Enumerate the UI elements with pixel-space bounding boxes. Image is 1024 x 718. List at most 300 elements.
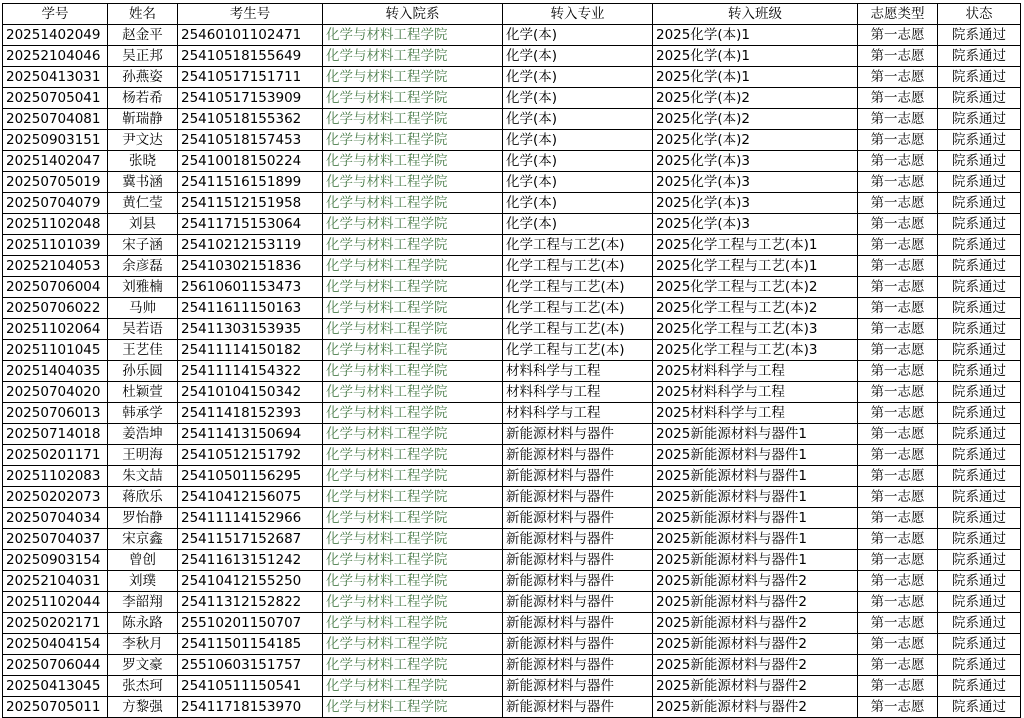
table-row bbox=[3, 193, 1021, 214]
cell-department: 化学与材料工程学院 bbox=[323, 319, 503, 340]
cell-class: 2025化学(本)1 bbox=[653, 46, 858, 67]
cell-exam-id: 25410518155362 bbox=[178, 109, 323, 130]
cell-student-id: 20252104053 bbox=[3, 256, 108, 277]
cell-wish-type: 第一志愿 bbox=[858, 424, 938, 445]
cell-class: 2025化学工程与工艺(本)1 bbox=[653, 235, 858, 256]
cell-department: 化学与材料工程学院 bbox=[323, 67, 503, 88]
cell-name: 宋京鑫 bbox=[108, 529, 178, 550]
cell-class: 2025材料科学与工程 bbox=[653, 361, 858, 382]
cell-class: 2025化学工程与工艺(本)3 bbox=[653, 340, 858, 361]
cell-class: 2025化学(本)2 bbox=[653, 109, 858, 130]
cell-major: 化学工程与工艺(本) bbox=[503, 298, 653, 319]
cell-major: 材料科学与工程 bbox=[503, 361, 653, 382]
cell-name: 黄仁莹 bbox=[108, 193, 178, 214]
table-row bbox=[3, 214, 1021, 235]
cell-class: 2025化学工程与工艺(本)1 bbox=[653, 256, 858, 277]
cell-major: 化学(本) bbox=[503, 151, 653, 172]
cell-student-id: 20250704037 bbox=[3, 529, 108, 550]
cell-department: 化学与材料工程学院 bbox=[323, 571, 503, 592]
cell-exam-id: 25411516151899 bbox=[178, 172, 323, 193]
cell-wish-type: 第一志愿 bbox=[858, 214, 938, 235]
column-header-department: 转入院系 bbox=[323, 4, 503, 25]
table-row bbox=[3, 466, 1021, 487]
cell-exam-id: 25411114154322 bbox=[178, 361, 323, 382]
table-row bbox=[3, 151, 1021, 172]
table-row bbox=[3, 508, 1021, 529]
cell-department: 化学与材料工程学院 bbox=[323, 697, 503, 718]
cell-exam-id: 25410212153119 bbox=[178, 235, 323, 256]
cell-major: 新能源材料与器件 bbox=[503, 571, 653, 592]
cell-student-id: 20250704081 bbox=[3, 109, 108, 130]
cell-wish-type: 第一志愿 bbox=[858, 172, 938, 193]
cell-wish-type: 第一志愿 bbox=[858, 256, 938, 277]
cell-department: 化学与材料工程学院 bbox=[323, 424, 503, 445]
cell-status: 院系通过 bbox=[938, 613, 1021, 634]
cell-department: 化学与材料工程学院 bbox=[323, 298, 503, 319]
cell-wish-type: 第一志愿 bbox=[858, 382, 938, 403]
cell-wish-type: 第一志愿 bbox=[858, 676, 938, 697]
cell-wish-type: 第一志愿 bbox=[858, 319, 938, 340]
cell-exam-id: 25411611150163 bbox=[178, 298, 323, 319]
cell-status: 院系通过 bbox=[938, 256, 1021, 277]
cell-name: 韩承学 bbox=[108, 403, 178, 424]
cell-department: 化学与材料工程学院 bbox=[323, 109, 503, 130]
cell-student-id: 20250202171 bbox=[3, 613, 108, 634]
cell-class: 2025化学工程与工艺(本)2 bbox=[653, 277, 858, 298]
cell-department: 化学与材料工程学院 bbox=[323, 172, 503, 193]
cell-department: 化学与材料工程学院 bbox=[323, 508, 503, 529]
cell-exam-id: 25410302151836 bbox=[178, 256, 323, 277]
cell-department: 化学与材料工程学院 bbox=[323, 382, 503, 403]
cell-major: 材料科学与工程 bbox=[503, 382, 653, 403]
table-row bbox=[3, 424, 1021, 445]
cell-student-id: 20250705011 bbox=[3, 697, 108, 718]
cell-class: 2025新能源材料与器件2 bbox=[653, 676, 858, 697]
cell-name: 王明海 bbox=[108, 445, 178, 466]
cell-department: 化学与材料工程学院 bbox=[323, 214, 503, 235]
cell-major: 化学(本) bbox=[503, 193, 653, 214]
cell-student-id: 20250704034 bbox=[3, 508, 108, 529]
cell-name: 冀书涵 bbox=[108, 172, 178, 193]
cell-major: 化学(本) bbox=[503, 109, 653, 130]
cell-exam-id: 25510201150707 bbox=[178, 613, 323, 634]
cell-status: 院系通过 bbox=[938, 277, 1021, 298]
cell-class: 2025化学(本)3 bbox=[653, 214, 858, 235]
cell-class: 2025新能源材料与器件1 bbox=[653, 424, 858, 445]
cell-major: 新能源材料与器件 bbox=[503, 697, 653, 718]
cell-status: 院系通过 bbox=[938, 403, 1021, 424]
cell-status: 院系通过 bbox=[938, 235, 1021, 256]
cell-department: 化学与材料工程学院 bbox=[323, 235, 503, 256]
cell-major: 化学工程与工艺(本) bbox=[503, 340, 653, 361]
cell-wish-type: 第一志愿 bbox=[858, 613, 938, 634]
cell-class: 2025新能源材料与器件2 bbox=[653, 571, 858, 592]
cell-exam-id: 25411303153935 bbox=[178, 319, 323, 340]
cell-exam-id: 25410104150342 bbox=[178, 382, 323, 403]
cell-wish-type: 第一志愿 bbox=[858, 25, 938, 46]
cell-major: 新能源材料与器件 bbox=[503, 613, 653, 634]
cell-class: 2025新能源材料与器件1 bbox=[653, 466, 858, 487]
cell-exam-id: 25411418152393 bbox=[178, 403, 323, 424]
cell-student-id: 20250704079 bbox=[3, 193, 108, 214]
cell-exam-id: 25411114150182 bbox=[178, 340, 323, 361]
cell-exam-id: 25411718153970 bbox=[178, 697, 323, 718]
cell-student-id: 20250705019 bbox=[3, 172, 108, 193]
cell-status: 院系通过 bbox=[938, 655, 1021, 676]
cell-department: 化学与材料工程学院 bbox=[323, 487, 503, 508]
table-row bbox=[3, 655, 1021, 676]
cell-status: 院系通过 bbox=[938, 46, 1021, 67]
cell-student-id: 20251402047 bbox=[3, 151, 108, 172]
cell-student-id: 20251102048 bbox=[3, 214, 108, 235]
cell-name: 刘县 bbox=[108, 214, 178, 235]
cell-major: 新能源材料与器件 bbox=[503, 508, 653, 529]
cell-major: 新能源材料与器件 bbox=[503, 634, 653, 655]
cell-exam-id: 25411512151958 bbox=[178, 193, 323, 214]
cell-major: 化学(本) bbox=[503, 214, 653, 235]
table-row bbox=[3, 592, 1021, 613]
table-row bbox=[3, 256, 1021, 277]
cell-name: 吴正邦 bbox=[108, 46, 178, 67]
cell-name: 刘璞 bbox=[108, 571, 178, 592]
cell-student-id: 20251402049 bbox=[3, 25, 108, 46]
cell-wish-type: 第一志愿 bbox=[858, 130, 938, 151]
cell-wish-type: 第一志愿 bbox=[858, 88, 938, 109]
table-row bbox=[3, 25, 1021, 46]
cell-exam-id: 25410412155250 bbox=[178, 571, 323, 592]
column-header-student-id: 学号 bbox=[3, 4, 108, 25]
cell-class: 2025化学(本)2 bbox=[653, 130, 858, 151]
cell-name: 王艺佳 bbox=[108, 340, 178, 361]
cell-class: 2025新能源材料与器件2 bbox=[653, 592, 858, 613]
cell-wish-type: 第一志愿 bbox=[858, 550, 938, 571]
cell-student-id: 20252104031 bbox=[3, 571, 108, 592]
cell-name: 李韶翔 bbox=[108, 592, 178, 613]
column-header-status: 状态 bbox=[938, 4, 1021, 25]
cell-exam-id: 25411715153064 bbox=[178, 214, 323, 235]
cell-wish-type: 第一志愿 bbox=[858, 487, 938, 508]
cell-status: 院系通过 bbox=[938, 193, 1021, 214]
cell-name: 曾创 bbox=[108, 550, 178, 571]
table-row bbox=[3, 634, 1021, 655]
cell-class: 2025化学(本)3 bbox=[653, 151, 858, 172]
cell-status: 院系通过 bbox=[938, 172, 1021, 193]
table-row bbox=[3, 298, 1021, 319]
cell-department: 化学与材料工程学院 bbox=[323, 340, 503, 361]
cell-exam-id: 25410512151792 bbox=[178, 445, 323, 466]
cell-exam-id: 25411613151242 bbox=[178, 550, 323, 571]
table-row bbox=[3, 697, 1021, 718]
cell-wish-type: 第一志愿 bbox=[858, 403, 938, 424]
cell-exam-id: 25411312152822 bbox=[178, 592, 323, 613]
cell-class: 2025新能源材料与器件1 bbox=[653, 487, 858, 508]
cell-class: 2025化学(本)2 bbox=[653, 88, 858, 109]
cell-major: 新能源材料与器件 bbox=[503, 424, 653, 445]
cell-wish-type: 第一志愿 bbox=[858, 109, 938, 130]
cell-student-id: 20250706022 bbox=[3, 298, 108, 319]
cell-name: 张晓 bbox=[108, 151, 178, 172]
cell-name: 马帅 bbox=[108, 298, 178, 319]
cell-wish-type: 第一志愿 bbox=[858, 697, 938, 718]
table-row bbox=[3, 676, 1021, 697]
cell-student-id: 20250201171 bbox=[3, 445, 108, 466]
cell-status: 院系通过 bbox=[938, 151, 1021, 172]
table-row bbox=[3, 613, 1021, 634]
cell-status: 院系通过 bbox=[938, 298, 1021, 319]
cell-department: 化学与材料工程学院 bbox=[323, 403, 503, 424]
cell-department: 化学与材料工程学院 bbox=[323, 592, 503, 613]
cell-status: 院系通过 bbox=[938, 214, 1021, 235]
cell-student-id: 20250706013 bbox=[3, 403, 108, 424]
cell-department: 化学与材料工程学院 bbox=[323, 613, 503, 634]
cell-name: 罗怡静 bbox=[108, 508, 178, 529]
cell-exam-id: 25460101102471 bbox=[178, 25, 323, 46]
cell-wish-type: 第一志愿 bbox=[858, 592, 938, 613]
cell-class: 2025新能源材料与器件2 bbox=[653, 655, 858, 676]
cell-status: 院系通过 bbox=[938, 88, 1021, 109]
cell-status: 院系通过 bbox=[938, 361, 1021, 382]
cell-name: 宋子涵 bbox=[108, 235, 178, 256]
cell-wish-type: 第一志愿 bbox=[858, 571, 938, 592]
cell-status: 院系通过 bbox=[938, 466, 1021, 487]
table-body bbox=[3, 25, 1021, 718]
table-row bbox=[3, 361, 1021, 382]
cell-student-id: 20250413045 bbox=[3, 676, 108, 697]
cell-department: 化学与材料工程学院 bbox=[323, 466, 503, 487]
cell-wish-type: 第一志愿 bbox=[858, 340, 938, 361]
cell-exam-id: 25410018150224 bbox=[178, 151, 323, 172]
cell-status: 院系通过 bbox=[938, 109, 1021, 130]
cell-wish-type: 第一志愿 bbox=[858, 445, 938, 466]
cell-department: 化学与材料工程学院 bbox=[323, 277, 503, 298]
cell-department: 化学与材料工程学院 bbox=[323, 151, 503, 172]
cell-status: 院系通过 bbox=[938, 529, 1021, 550]
cell-class: 2025新能源材料与器件1 bbox=[653, 445, 858, 466]
table-row bbox=[3, 445, 1021, 466]
column-header-name: 姓名 bbox=[108, 4, 178, 25]
cell-name: 李秋月 bbox=[108, 634, 178, 655]
cell-class: 2025新能源材料与器件2 bbox=[653, 634, 858, 655]
cell-name: 方黎强 bbox=[108, 697, 178, 718]
cell-wish-type: 第一志愿 bbox=[858, 508, 938, 529]
table-row bbox=[3, 550, 1021, 571]
cell-name: 余彦磊 bbox=[108, 256, 178, 277]
cell-status: 院系通过 bbox=[938, 424, 1021, 445]
cell-student-id: 20250903151 bbox=[3, 130, 108, 151]
cell-major: 化学(本) bbox=[503, 88, 653, 109]
cell-class: 2025新能源材料与器件2 bbox=[653, 697, 858, 718]
cell-name: 朱文喆 bbox=[108, 466, 178, 487]
cell-exam-id: 25410518155649 bbox=[178, 46, 323, 67]
cell-status: 院系通过 bbox=[938, 508, 1021, 529]
cell-status: 院系通过 bbox=[938, 25, 1021, 46]
column-header-class: 转入班级 bbox=[653, 4, 858, 25]
cell-student-id: 20251102044 bbox=[3, 592, 108, 613]
cell-department: 化学与材料工程学院 bbox=[323, 88, 503, 109]
cell-student-id: 20250706044 bbox=[3, 655, 108, 676]
cell-major: 化学工程与工艺(本) bbox=[503, 256, 653, 277]
cell-wish-type: 第一志愿 bbox=[858, 193, 938, 214]
cell-department: 化学与材料工程学院 bbox=[323, 445, 503, 466]
cell-name: 孙燕姿 bbox=[108, 67, 178, 88]
table-row bbox=[3, 109, 1021, 130]
cell-exam-id: 25410517151711 bbox=[178, 67, 323, 88]
cell-class: 2025化学(本)1 bbox=[653, 67, 858, 88]
table-row bbox=[3, 130, 1021, 151]
cell-student-id: 20252104046 bbox=[3, 46, 108, 67]
cell-major: 化学(本) bbox=[503, 67, 653, 88]
cell-department: 化学与材料工程学院 bbox=[323, 361, 503, 382]
cell-name: 陈永路 bbox=[108, 613, 178, 634]
cell-student-id: 20251102083 bbox=[3, 466, 108, 487]
cell-exam-id: 25510603151757 bbox=[178, 655, 323, 676]
cell-student-id: 20251101039 bbox=[3, 235, 108, 256]
cell-student-id: 20250413031 bbox=[3, 67, 108, 88]
cell-name: 张杰珂 bbox=[108, 676, 178, 697]
cell-status: 院系通过 bbox=[938, 634, 1021, 655]
cell-exam-id: 25411501154185 bbox=[178, 634, 323, 655]
cell-class: 2025化学(本)1 bbox=[653, 25, 858, 46]
cell-student-id: 20250903154 bbox=[3, 550, 108, 571]
cell-major: 新能源材料与器件 bbox=[503, 676, 653, 697]
cell-department: 化学与材料工程学院 bbox=[323, 550, 503, 571]
cell-class: 2025化学(本)3 bbox=[653, 193, 858, 214]
cell-name: 孙乐圆 bbox=[108, 361, 178, 382]
cell-major: 化学工程与工艺(本) bbox=[503, 277, 653, 298]
table-row bbox=[3, 487, 1021, 508]
cell-department: 化学与材料工程学院 bbox=[323, 529, 503, 550]
cell-exam-id: 25411517152687 bbox=[178, 529, 323, 550]
cell-status: 院系通过 bbox=[938, 319, 1021, 340]
cell-class: 2025新能源材料与器件1 bbox=[653, 550, 858, 571]
cell-major: 新能源材料与器件 bbox=[503, 466, 653, 487]
cell-name: 尹文达 bbox=[108, 130, 178, 151]
transfer-students-table bbox=[2, 3, 1021, 718]
cell-wish-type: 第一志愿 bbox=[858, 67, 938, 88]
cell-major: 新能源材料与器件 bbox=[503, 592, 653, 613]
cell-major: 新能源材料与器件 bbox=[503, 655, 653, 676]
cell-status: 院系通过 bbox=[938, 382, 1021, 403]
cell-exam-id: 25410511150541 bbox=[178, 676, 323, 697]
cell-student-id: 20250404154 bbox=[3, 634, 108, 655]
cell-major: 化学(本) bbox=[503, 25, 653, 46]
cell-class: 2025新能源材料与器件2 bbox=[653, 613, 858, 634]
cell-status: 院系通过 bbox=[938, 67, 1021, 88]
table-row bbox=[3, 235, 1021, 256]
cell-department: 化学与材料工程学院 bbox=[323, 25, 503, 46]
cell-major: 化学(本) bbox=[503, 130, 653, 151]
cell-status: 院系通过 bbox=[938, 550, 1021, 571]
cell-department: 化学与材料工程学院 bbox=[323, 634, 503, 655]
column-header-wish-type: 志愿类型 bbox=[858, 4, 938, 25]
table-row bbox=[3, 88, 1021, 109]
cell-status: 院系通过 bbox=[938, 130, 1021, 151]
cell-student-id: 20250706004 bbox=[3, 277, 108, 298]
cell-class: 2025材料科学与工程 bbox=[653, 403, 858, 424]
cell-name: 靳瑞静 bbox=[108, 109, 178, 130]
table-row bbox=[3, 172, 1021, 193]
cell-wish-type: 第一志愿 bbox=[858, 277, 938, 298]
cell-major: 化学工程与工艺(本) bbox=[503, 319, 653, 340]
cell-class: 2025化学工程与工艺(本)2 bbox=[653, 298, 858, 319]
cell-status: 院系通过 bbox=[938, 676, 1021, 697]
cell-exam-id: 25410518157453 bbox=[178, 130, 323, 151]
table-row bbox=[3, 319, 1021, 340]
cell-major: 新能源材料与器件 bbox=[503, 529, 653, 550]
table-row bbox=[3, 340, 1021, 361]
column-header-exam-id: 考生号 bbox=[178, 4, 323, 25]
cell-major: 新能源材料与器件 bbox=[503, 487, 653, 508]
cell-student-id: 20250202073 bbox=[3, 487, 108, 508]
cell-exam-id: 25410501156295 bbox=[178, 466, 323, 487]
table-row bbox=[3, 46, 1021, 67]
cell-wish-type: 第一志愿 bbox=[858, 361, 938, 382]
cell-department: 化学与材料工程学院 bbox=[323, 655, 503, 676]
header-row bbox=[3, 4, 1021, 25]
cell-wish-type: 第一志愿 bbox=[858, 529, 938, 550]
cell-class: 2025新能源材料与器件1 bbox=[653, 508, 858, 529]
cell-department: 化学与材料工程学院 bbox=[323, 130, 503, 151]
cell-student-id: 20250704020 bbox=[3, 382, 108, 403]
cell-wish-type: 第一志愿 bbox=[858, 298, 938, 319]
cell-name: 蒋欣乐 bbox=[108, 487, 178, 508]
cell-status: 院系通过 bbox=[938, 487, 1021, 508]
cell-name: 刘雅楠 bbox=[108, 277, 178, 298]
cell-student-id: 20250714018 bbox=[3, 424, 108, 445]
cell-wish-type: 第一志愿 bbox=[858, 634, 938, 655]
cell-department: 化学与材料工程学院 bbox=[323, 193, 503, 214]
cell-status: 院系通过 bbox=[938, 592, 1021, 613]
cell-class: 2025化学(本)3 bbox=[653, 172, 858, 193]
cell-status: 院系通过 bbox=[938, 340, 1021, 361]
cell-wish-type: 第一志愿 bbox=[858, 235, 938, 256]
cell-student-id: 20251102064 bbox=[3, 319, 108, 340]
cell-exam-id: 25411413150694 bbox=[178, 424, 323, 445]
cell-wish-type: 第一志愿 bbox=[858, 151, 938, 172]
cell-wish-type: 第一志愿 bbox=[858, 655, 938, 676]
cell-status: 院系通过 bbox=[938, 571, 1021, 592]
cell-name: 杨若希 bbox=[108, 88, 178, 109]
cell-class: 2025化学工程与工艺(本)3 bbox=[653, 319, 858, 340]
cell-exam-id: 25410412156075 bbox=[178, 487, 323, 508]
cell-major: 化学工程与工艺(本) bbox=[503, 235, 653, 256]
table-row bbox=[3, 571, 1021, 592]
cell-student-id: 20250705041 bbox=[3, 88, 108, 109]
cell-class: 2025新能源材料与器件1 bbox=[653, 529, 858, 550]
cell-major: 化学(本) bbox=[503, 172, 653, 193]
column-header-major: 转入专业 bbox=[503, 4, 653, 25]
cell-name: 杜颖萱 bbox=[108, 382, 178, 403]
cell-department: 化学与材料工程学院 bbox=[323, 46, 503, 67]
cell-wish-type: 第一志愿 bbox=[858, 46, 938, 67]
cell-exam-id: 25410517153909 bbox=[178, 88, 323, 109]
cell-name: 姜浩坤 bbox=[108, 424, 178, 445]
cell-major: 新能源材料与器件 bbox=[503, 550, 653, 571]
cell-department: 化学与材料工程学院 bbox=[323, 256, 503, 277]
table-row bbox=[3, 403, 1021, 424]
cell-name: 赵金平 bbox=[108, 25, 178, 46]
cell-status: 院系通过 bbox=[938, 445, 1021, 466]
table-row bbox=[3, 529, 1021, 550]
table-row bbox=[3, 277, 1021, 298]
cell-major: 材料科学与工程 bbox=[503, 403, 653, 424]
cell-student-id: 20251404035 bbox=[3, 361, 108, 382]
cell-department: 化学与材料工程学院 bbox=[323, 676, 503, 697]
cell-major: 化学(本) bbox=[503, 46, 653, 67]
cell-class: 2025材料科学与工程 bbox=[653, 382, 858, 403]
table-header bbox=[3, 4, 1021, 25]
cell-wish-type: 第一志愿 bbox=[858, 466, 938, 487]
